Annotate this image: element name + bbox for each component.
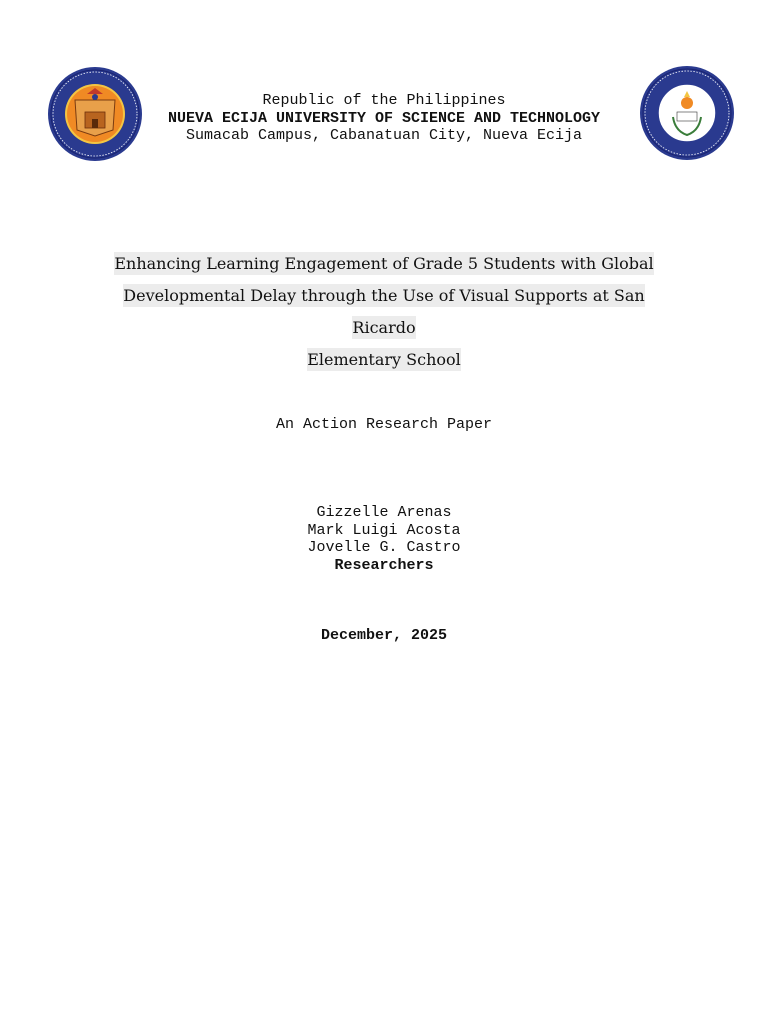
university-name: NUEVA ECIJA UNIVERSITY OF SCIENCE AND TECHNOLOGY xyxy=(167,109,601,127)
authors-block xyxy=(0,504,768,574)
document-header xyxy=(0,92,768,145)
title-line-1: Enhancing Learning Engagement of Grade 5 Students with Global xyxy=(114,254,654,273)
paper-date: December, 2025 xyxy=(320,627,448,644)
paper-type: An Action Research Paper xyxy=(275,416,493,433)
paper-title xyxy=(100,248,668,376)
author-name: Mark Luigi Acosta xyxy=(307,521,461,539)
author-name: Jovelle G. Castro xyxy=(307,539,461,556)
republic-line: Republic of the Philippines xyxy=(262,92,506,109)
title-line-2: Developmental Delay through the Use of Visual Supports at San Ricardo xyxy=(123,286,645,337)
title-line-3: Elementary School xyxy=(307,350,461,369)
author-name: Gizzelle Arenas xyxy=(316,504,452,521)
campus-line: Sumacab Campus, Cabanatuan City, Nueva Ecija xyxy=(185,127,583,144)
authors-role: Researchers xyxy=(334,556,434,574)
